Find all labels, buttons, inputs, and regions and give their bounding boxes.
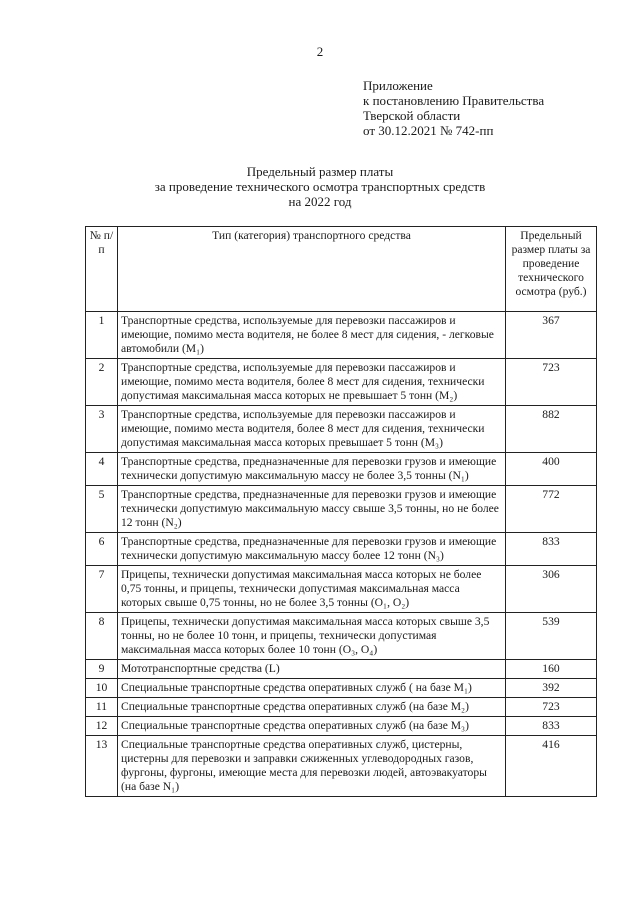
row-vehicle-type: Мототранспортные средства (L) xyxy=(118,660,506,679)
row-number: 7 xyxy=(86,566,118,613)
row-vehicle-type: Транспортные средства, используемые для перевозки пассажиров и имеющие, помимо места водителя, более 8 мест для сидения, технически допустимая максимальная масса которых превышает 5 тонн (M₃) xyxy=(118,406,506,453)
row-fee: 833 xyxy=(506,717,597,736)
annex-line-2: к постановлению Правительства xyxy=(363,93,545,108)
row-vehicle-type: Транспортные средства, используемые для перевозки пассажиров и имеющие, помимо места водителя, не более 8 мест для сидения, - легковые автомобили (M₁) xyxy=(118,312,506,359)
table-row xyxy=(86,533,597,566)
row-vehicle-type: Транспортные средства, предназначенные для перевозки грузов и имеющие технически допустимую максимальную массу свыше 3,5 тонны, но не более 12 тонн (N₂) xyxy=(118,486,506,533)
title-line-2: за проведение технического осмотра транспортных средств xyxy=(154,179,486,194)
row-fee: 400 xyxy=(506,453,597,486)
row-fee: 723 xyxy=(506,359,597,406)
row-fee: 539 xyxy=(506,613,597,660)
table-row xyxy=(86,736,597,797)
row-number: 8 xyxy=(86,613,118,660)
row-number: 11 xyxy=(86,698,118,717)
row-vehicle-type: Транспортные средства, предназначенные для перевозки грузов и имеющие технически допустимую максимальную массу более 12 тонн (N₃) xyxy=(118,533,506,566)
row-number: 12 xyxy=(86,717,118,736)
row-fee: 882 xyxy=(506,406,597,453)
table-row xyxy=(86,679,597,698)
row-number: 2 xyxy=(86,359,118,406)
table-row xyxy=(86,312,597,359)
title-line-1: Предельный размер платы xyxy=(246,164,394,179)
row-fee: 723 xyxy=(506,698,597,717)
page-number: 2 xyxy=(316,44,324,59)
row-vehicle-type: Прицепы, технически допустимая максимальная масса которых не более 0,75 тонны, и прицепы, технически допустимая максимальная масса которых свыше 0,75 тонны, но не более 3,5 тонны (O₁, O₂) xyxy=(118,566,506,613)
row-number: 6 xyxy=(86,533,118,566)
annex-block xyxy=(363,78,544,138)
table-row xyxy=(86,717,597,736)
row-fee: 160 xyxy=(506,660,597,679)
table-header-row xyxy=(86,227,597,312)
row-fee: 416 xyxy=(506,736,597,797)
row-fee: 392 xyxy=(506,679,597,698)
row-number: 9 xyxy=(86,660,118,679)
table-row xyxy=(86,660,597,679)
row-fee: 306 xyxy=(506,566,597,613)
header-vehicle-type: Тип (категория) транспортного средства xyxy=(118,227,506,312)
fee-table xyxy=(85,226,597,797)
row-fee: 772 xyxy=(506,486,597,533)
row-number: 13 xyxy=(86,736,118,797)
table-row xyxy=(86,613,597,660)
row-vehicle-type: Специальные транспортные средства оперативных служб ( на базе M₁) xyxy=(118,679,506,698)
table-row xyxy=(86,453,597,486)
row-vehicle-type: Транспортные средства, используемые для перевозки пассажиров и имеющие, помимо места водителя, более 8 мест для сидения, технически допустимая максимальная масса которых не превышает 5 тонн (M₂) xyxy=(118,359,506,406)
row-vehicle-type: Специальные транспортные средства оперативных служб (на базе M₂) xyxy=(118,698,506,717)
row-vehicle-type: Специальные транспортные средства оперативных служб, цистерны, цистерны для перевозки и заправки сжиженных углеводородных газов, фургоны, фургоны, имеющие места для перевозки людей, автоэвакуаторы (на базе N₁) xyxy=(118,736,506,797)
table-row xyxy=(86,566,597,613)
row-number: 5 xyxy=(86,486,118,533)
row-number: 1 xyxy=(86,312,118,359)
table-row xyxy=(86,698,597,717)
header-number: № п/п xyxy=(86,227,118,312)
row-vehicle-type: Транспортные средства, предназначенные для перевозки грузов и имеющие технически допустимую максимальную массу не более 3,5 тонны (N₁) xyxy=(118,453,506,486)
row-number: 3 xyxy=(86,406,118,453)
title-line-3: на 2022 год xyxy=(288,194,352,209)
row-vehicle-type: Прицепы, технически допустимая максимальная масса которых свыше 3,5 тонны, но не более 10 тонн, и прицепы, технически допустимая максимальная масса которых более 10 тонн (O₃, O₄) xyxy=(118,613,506,660)
row-number: 4 xyxy=(86,453,118,486)
annex-line-4: от 30.12.2021 № 742-пп xyxy=(363,123,494,138)
annex-line-3: Тверской области xyxy=(363,108,461,123)
annex-line-1: Приложение xyxy=(363,78,433,93)
row-fee: 833 xyxy=(506,533,597,566)
row-vehicle-type: Специальные транспортные средства оперативных служб (на базе M₃) xyxy=(118,717,506,736)
table-row xyxy=(86,406,597,453)
document-title xyxy=(0,164,640,209)
header-max-fee: Предельный размер платы за проведение технического осмотра (руб.) xyxy=(506,227,597,312)
row-number: 10 xyxy=(86,679,118,698)
table-row xyxy=(86,486,597,533)
table-row xyxy=(86,359,597,406)
row-fee: 367 xyxy=(506,312,597,359)
